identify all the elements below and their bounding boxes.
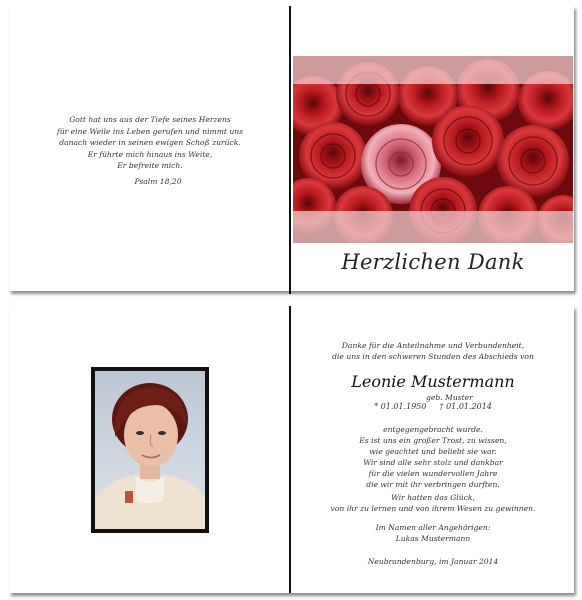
family-line: Im Namen aller Angehörigen: (375, 523, 491, 532)
place-date: Neubrandenburg, im Januar 2014 (367, 557, 499, 566)
poem-line: wie geachtet und beliebt sie war. (369, 447, 497, 456)
family-line: Lukas Mustermann (395, 534, 471, 543)
psalm-line: für eine Weile ins Leben gerufen und nimmt uns (56, 126, 244, 136)
death-date: † 01.01.2014 (439, 402, 492, 411)
luck-line: Wir hatten das Glück, (391, 493, 475, 502)
intro-line: Danke für die Anteilnahme und Verbundenheit, (341, 341, 525, 350)
maiden-name: geb. Muster (426, 393, 473, 402)
luck-line: von ihr zu lernen und von ihrem Wesen zu gewinnen. (330, 504, 536, 513)
card-fold-line (289, 306, 291, 593)
red-roses-image (293, 56, 573, 243)
poem-line: für die vielen wundervollen Jahre (368, 469, 498, 478)
intro-line: die uns in den schweren Stunden des Abschieds von (332, 352, 534, 361)
portrait-photo (91, 367, 209, 533)
psalm-line: danach wieder in seinen ewigen Schoß zurück. (59, 138, 241, 148)
poem-line: entgegengebracht wurde. (383, 425, 483, 434)
luck-statement (300, 492, 566, 514)
psalm-line: Er befreite mich. (117, 161, 183, 171)
thanks-intro (300, 340, 566, 362)
deceased-name: Leonie Mustermann (351, 372, 515, 391)
psalm-line: Gott hat uns aus der Tiefe seines Herzens (69, 115, 231, 124)
poem-line: Wir sind alle sehr stolz und dankbar (363, 458, 503, 467)
psalm-quote (40, 114, 260, 172)
thanks-heading: Herzlichen Dank (341, 250, 525, 274)
thanks-poem (300, 424, 566, 490)
birth-date: * 01.01.1950 (374, 402, 427, 411)
poem-line: Es ist uns ein großer Trost, zu wissen, (359, 436, 507, 445)
psalm-reference: Psalm 18,20 (134, 177, 182, 186)
family-signature (300, 522, 566, 544)
life-dates (300, 402, 566, 411)
card-fold-line (289, 6, 291, 294)
poem-line: die wir mit ihr verbringen durften. (366, 480, 500, 489)
psalm-line: Er führte mich hinaus ins Weite, (87, 149, 213, 159)
